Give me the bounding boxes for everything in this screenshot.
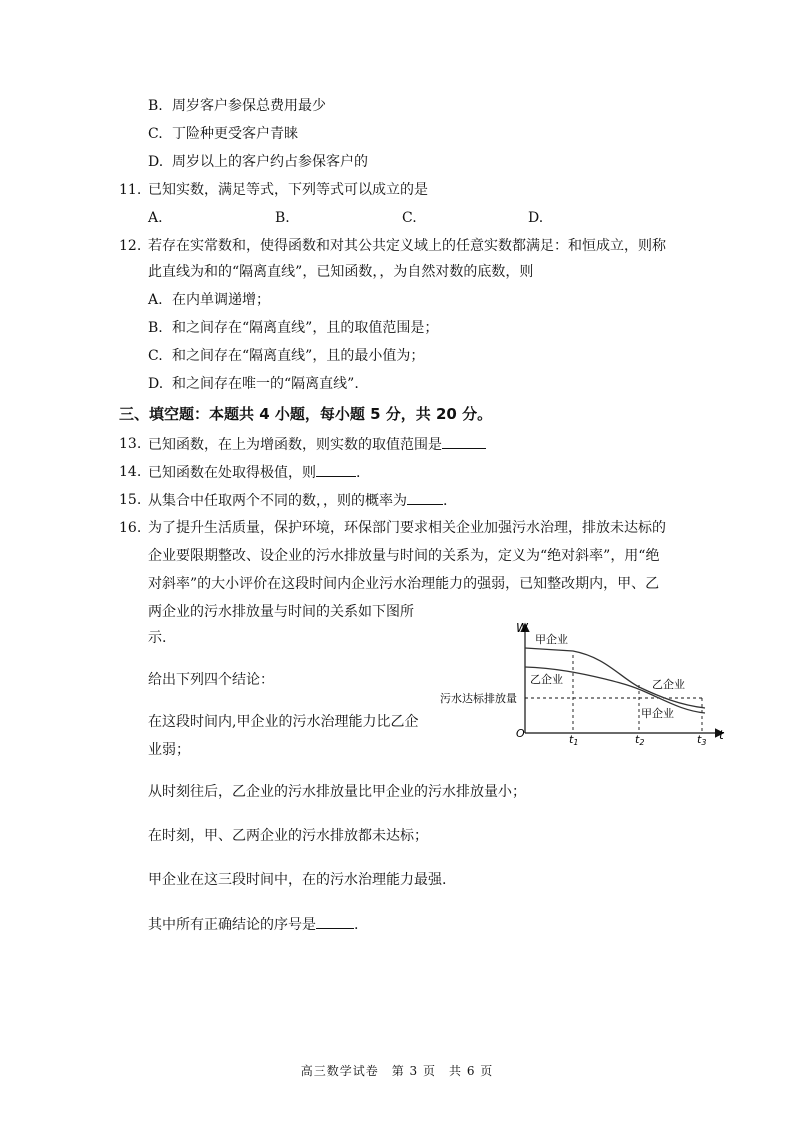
- yi-label-left: 乙企业: [530, 673, 563, 686]
- t1-label: [569, 733, 578, 745]
- q16-line1: 为了提升生活质量，保护环境，环保部门要求相关企业加强污水治理，排放未达标的: [148, 520, 666, 536]
- q14-answer-blank[interactable]: [316, 462, 356, 477]
- q10-option-d-label: D.: [148, 154, 164, 170]
- q11-option-d: D.: [528, 210, 544, 226]
- q12-option-a-label: A.: [148, 292, 163, 308]
- q11-option-a: A.: [148, 210, 163, 226]
- q16-answer-blank[interactable]: [316, 914, 354, 929]
- t1-letter: t: [569, 733, 574, 745]
- q12-option-c-label: C.: [148, 348, 163, 364]
- q12-option-d-text: 和之间存在唯一的“隔离直线”.: [172, 376, 359, 392]
- q16-conclusion1-line2: 业弱；: [148, 742, 190, 758]
- q15-stem-tail: .: [443, 493, 448, 509]
- t3-letter: t: [697, 733, 702, 745]
- t2-label: [635, 733, 644, 745]
- q11-number: 11.: [119, 182, 142, 198]
- q16-line4: 两企业的污水排放量与时间的关系如下图所: [148, 604, 414, 620]
- q13-stem: [148, 434, 486, 455]
- q15-answer-blank[interactable]: [407, 490, 443, 505]
- standard-label: 污水达标排放量: [440, 692, 517, 705]
- section-3-heading: 三、填空题：本题共 4 小题，每小题 5 分，共 20 分。: [119, 405, 493, 423]
- q16-line2: 企业要限期整改、设企业的污水排放量与时间的关系为，定义为“绝对斜率”，用“绝: [148, 548, 660, 564]
- q12-number: 12.: [119, 238, 142, 254]
- q13-stem-text: 已知函数，在上为增函数，则实数的取值范围是: [148, 437, 442, 453]
- q10-option-d-text: 周岁以上的客户约占参保客户的: [172, 154, 368, 170]
- q10-option-b-label: B.: [148, 98, 163, 114]
- q16-question-tail: .: [354, 917, 359, 933]
- q14-stem-text: 已知函数在处取得极值，则: [148, 465, 316, 481]
- q10-option-c-text: 丁险种更受客户青睐: [172, 126, 298, 142]
- q12-option-d-label: D.: [148, 376, 164, 392]
- q16-line5: 示.: [148, 630, 167, 646]
- q16-number: 16.: [119, 520, 142, 536]
- page-footer: 高三数学试卷 第 3 页 共 6 页: [300, 1064, 494, 1078]
- emission-figure: [430, 615, 740, 745]
- q11-stem: 已知实数，满足等式，下列等式可以成立的是: [148, 182, 428, 198]
- origin-label: O: [516, 727, 525, 740]
- q16-conclusion4: 甲企业在这三段时间中，在的污水治理能力最强.: [148, 872, 447, 888]
- q11-option-b: B.: [275, 210, 290, 226]
- jia-label-bottom: 甲企业: [641, 707, 674, 720]
- q10-option-c-label: C.: [148, 126, 163, 142]
- t3-subscript: 3: [701, 738, 707, 745]
- q12-stem-line2: 此直线为和的“隔离直线”，已知函数，，为自然对数的底数，则: [148, 264, 534, 280]
- q12-option-c-text: 和之间存在“隔离直线”，且的最小值为；: [172, 348, 425, 364]
- q16-question: [148, 914, 358, 935]
- q12-option-a-text: 在内单调递增；: [172, 292, 270, 308]
- q13-answer-blank[interactable]: [442, 434, 486, 449]
- q16-conclusion1-line1: 在这段时间内,甲企业的污水治理能力比乙企: [148, 714, 419, 730]
- q16-line3: 对斜率”的大小评价在这段时间内企业污水治理能力的强弱，已知整改期内，甲、乙: [148, 576, 660, 592]
- q12-option-b-label: B.: [148, 320, 163, 336]
- x-axis-label: t: [719, 728, 724, 742]
- q16-intro: 给出下列四个结论：: [148, 672, 274, 688]
- q16-question-text: 其中所有正确结论的序号是: [148, 917, 316, 933]
- jia-label-top: 甲企业: [535, 633, 568, 646]
- yi-label-right: 乙企业: [652, 678, 685, 691]
- t1-subscript: 1: [573, 738, 579, 745]
- q16-conclusion3: 在时刻，甲、乙两企业的污水排放都未达标；: [148, 828, 428, 844]
- q14-number: 14.: [119, 464, 142, 480]
- q11-option-c: C.: [402, 210, 417, 226]
- q15-number: 15.: [119, 492, 142, 508]
- q12-option-b-text: 和之间存在“隔离直线”，且的取值范围是；: [172, 320, 439, 336]
- q15-stem-text: 从集合中任取两个不同的数，，则的概率为: [148, 493, 407, 509]
- t2-subscript: 2: [639, 738, 645, 745]
- q10-option-b-text: 周岁客户参保总费用最少: [172, 98, 326, 114]
- q13-number: 13.: [119, 436, 142, 452]
- t3-label: [697, 733, 706, 745]
- q16-conclusion2: 从时刻往后，乙企业的污水排放量比甲企业的污水排放量小；: [148, 784, 526, 800]
- q12-stem-line1: 若存在实常数和，使得函数和对其公共定义域上的任意实数都满足：和恒成立，则称: [148, 238, 666, 254]
- q15-stem: [148, 490, 447, 511]
- y-axis-label: W: [516, 621, 528, 635]
- t2-letter: t: [635, 733, 640, 745]
- q14-stem-tail: .: [356, 465, 361, 481]
- q14-stem: [148, 462, 360, 483]
